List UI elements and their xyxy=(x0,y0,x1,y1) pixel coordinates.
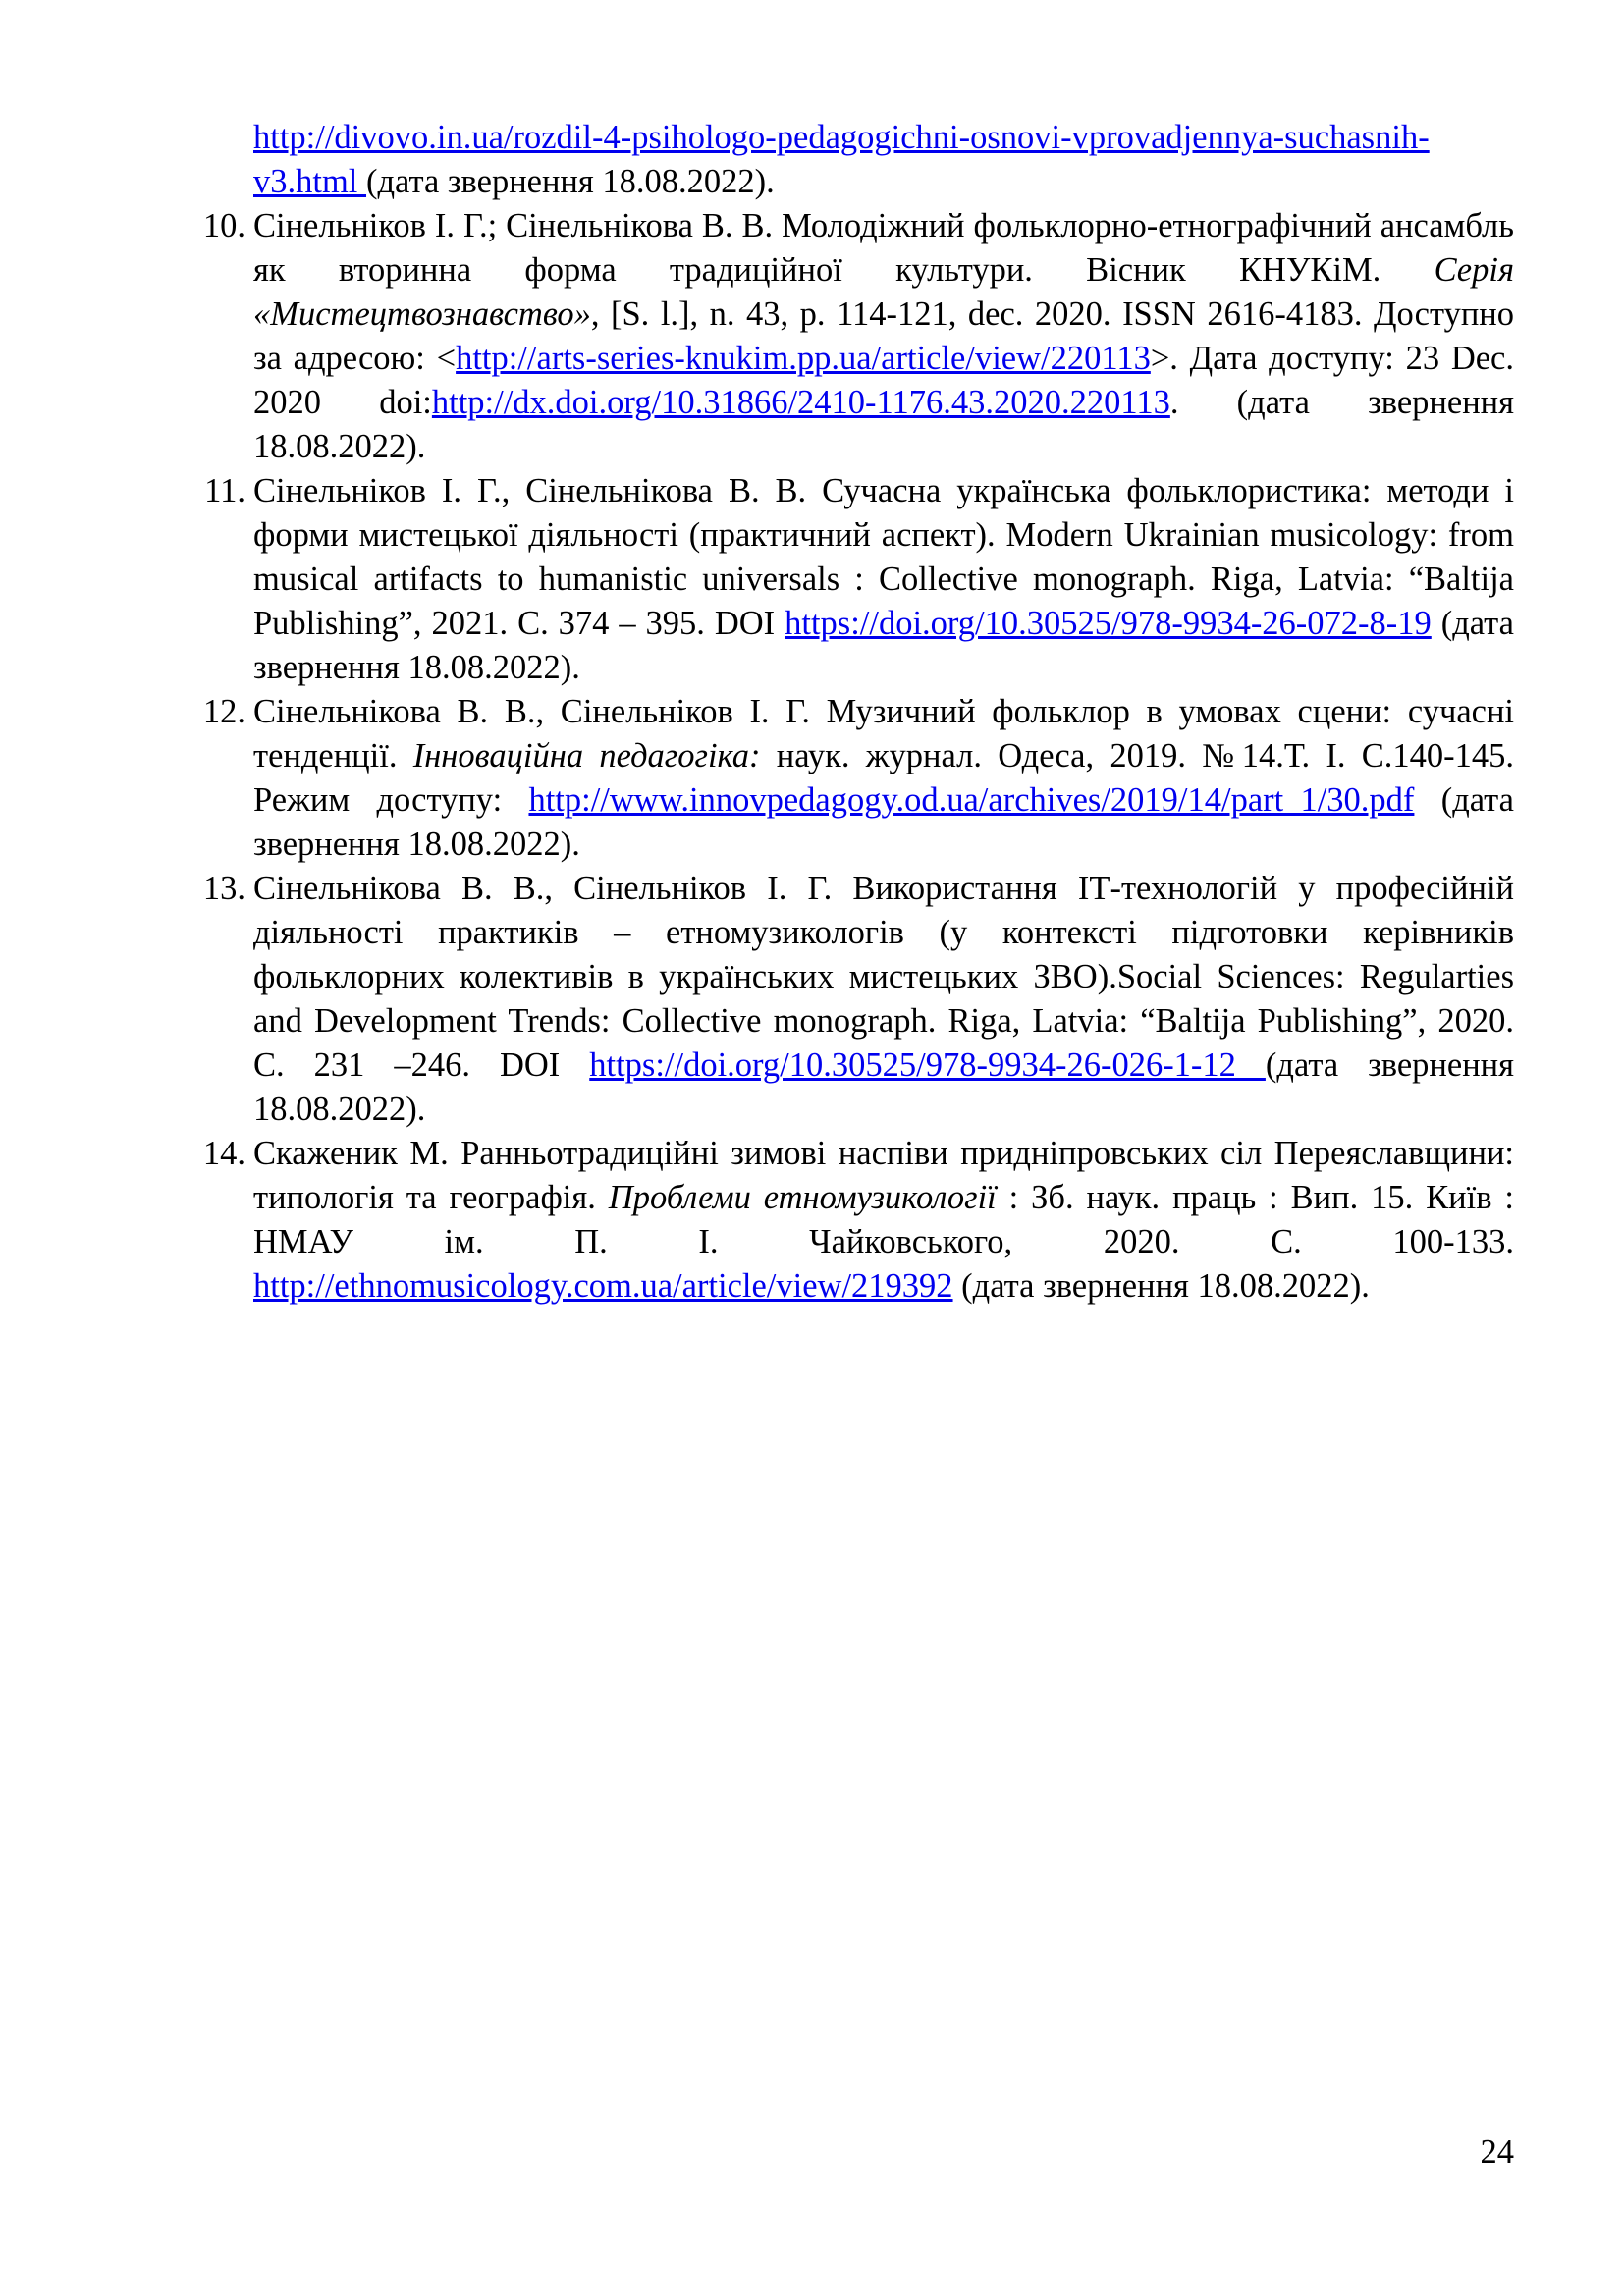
reference-text: Сінельніков І. Г.; Сінельнікова В. В. Молодіжний фольклорно-етнографічний ансамбль як вторинна форма традиційної культури. Вісник КНУКіМ. xyxy=(253,207,1514,289)
page-number: 24 xyxy=(1480,2133,1514,2170)
reference-link[interactable]: http://www.innovpedagogy.od.ua/archives/2019/14/part_1/30.pdf xyxy=(528,781,1415,819)
reference-list xyxy=(187,116,1514,1308)
reference-text: >. Дата доступу: 23 Dec. 2020 doi: xyxy=(253,340,1514,421)
reference-text: (дата звернення 18.08.2022). xyxy=(952,1267,1370,1305)
reference-link[interactable]: http://divovo.in.ua/rozdil-4-psihologo-pedagogichni-osnovi-vprovadjennya-suchasnih-v3.html xyxy=(253,119,1430,200)
reference-text: (дата звернення 18.08.2022). xyxy=(253,781,1514,863)
reference-text: (дата звернення 18.08.2022). xyxy=(253,605,1514,686)
reference-text: (дата звернення 18.08.2022). xyxy=(253,1046,1515,1128)
reference-text: Сінельнікова В. В., Сінельніков І. Г. Музичний фольклор в умовах сцени: сучасні тенденції. xyxy=(253,693,1514,774)
reference-italic-title: Проблеми етномузикології xyxy=(608,1179,997,1216)
reference-text: : Зб. наук. праць : Вип. 15. Київ : НМАУ ім. П. І. Чайковського, 2020. С. 100-133. xyxy=(253,1179,1514,1260)
reference-text: Сінельнікова В. В., Сінельніков І. Г. Використання ІТ-технологій у професійній діяльності практиків – етномузикологів (у контексті підготовки керівників фольклорних колективів в українських мистецьких ЗВО).Social Sciences: Regularties and Development Trends: Collective monograph. Riga, Latvia: “Baltija Publishing”, 2020. С. 231 –246. DOI xyxy=(253,870,1514,1084)
reference-item xyxy=(187,867,1514,1132)
reference-item xyxy=(187,1132,1514,1308)
reference-text: Скаженик М. Ранньотрадиційні зимові наспіви придніпровських сіл Переяславщини: типологія та географія. xyxy=(253,1135,1514,1216)
reference-link[interactable]: https://doi.org/10.30525/978-9934-26-026-1-12 xyxy=(589,1046,1266,1084)
reference-text: . (дата звернення 18.08.2022). xyxy=(253,384,1515,465)
reference-link[interactable]: http://arts-series-knukim.pp.ua/article/view/220113 xyxy=(456,340,1151,377)
reference-italic-title: Серія «Мистецтвознавство» xyxy=(253,251,1514,333)
reference-item xyxy=(187,469,1514,690)
reference-number: 12. xyxy=(202,693,245,730)
reference-number: 10. xyxy=(202,207,245,244)
reference-item xyxy=(187,116,1514,204)
reference-italic-title: Інноваційна педагогіка: xyxy=(412,737,761,774)
reference-text: наук. журнал. Одеса, 2019. №14.Т. І. С.140-145. Режим доступу: xyxy=(253,737,1514,819)
reference-item xyxy=(187,690,1514,867)
reference-text: , [S. l.], n. 43, p. 114-121, dec. 2020. ISSN 2616-4183. Доступно за адресою: < xyxy=(253,295,1514,377)
reference-number: 11. xyxy=(204,472,245,509)
reference-item xyxy=(187,204,1514,469)
reference-link[interactable]: http://ethnomusicology.com.ua/article/view/219392 xyxy=(253,1267,953,1305)
reference-link[interactable]: https://doi.org/10.30525/978-9934-26-072-8-19 xyxy=(785,605,1432,642)
reference-text: (дата звернення 18.08.2022). xyxy=(366,163,775,200)
reference-number: 14. xyxy=(202,1135,245,1172)
reference-text: Сінельніков І. Г., Сінельнікова В. В. Сучасна українська фольклористика: методи і форми мистецької діяльності (практичний аспект). Modern Ukrainian musicology: from musical artifacts to humanistic universals : Collective monograph. Riga, Latvia: “Baltija Publishing”, 2021. С. 374 – 395. DOI xyxy=(253,472,1514,642)
reference-number: 13. xyxy=(202,870,245,907)
reference-link[interactable]: http://dx.doi.org/10.31866/2410-1176.43.2020.220113 xyxy=(431,384,1170,421)
